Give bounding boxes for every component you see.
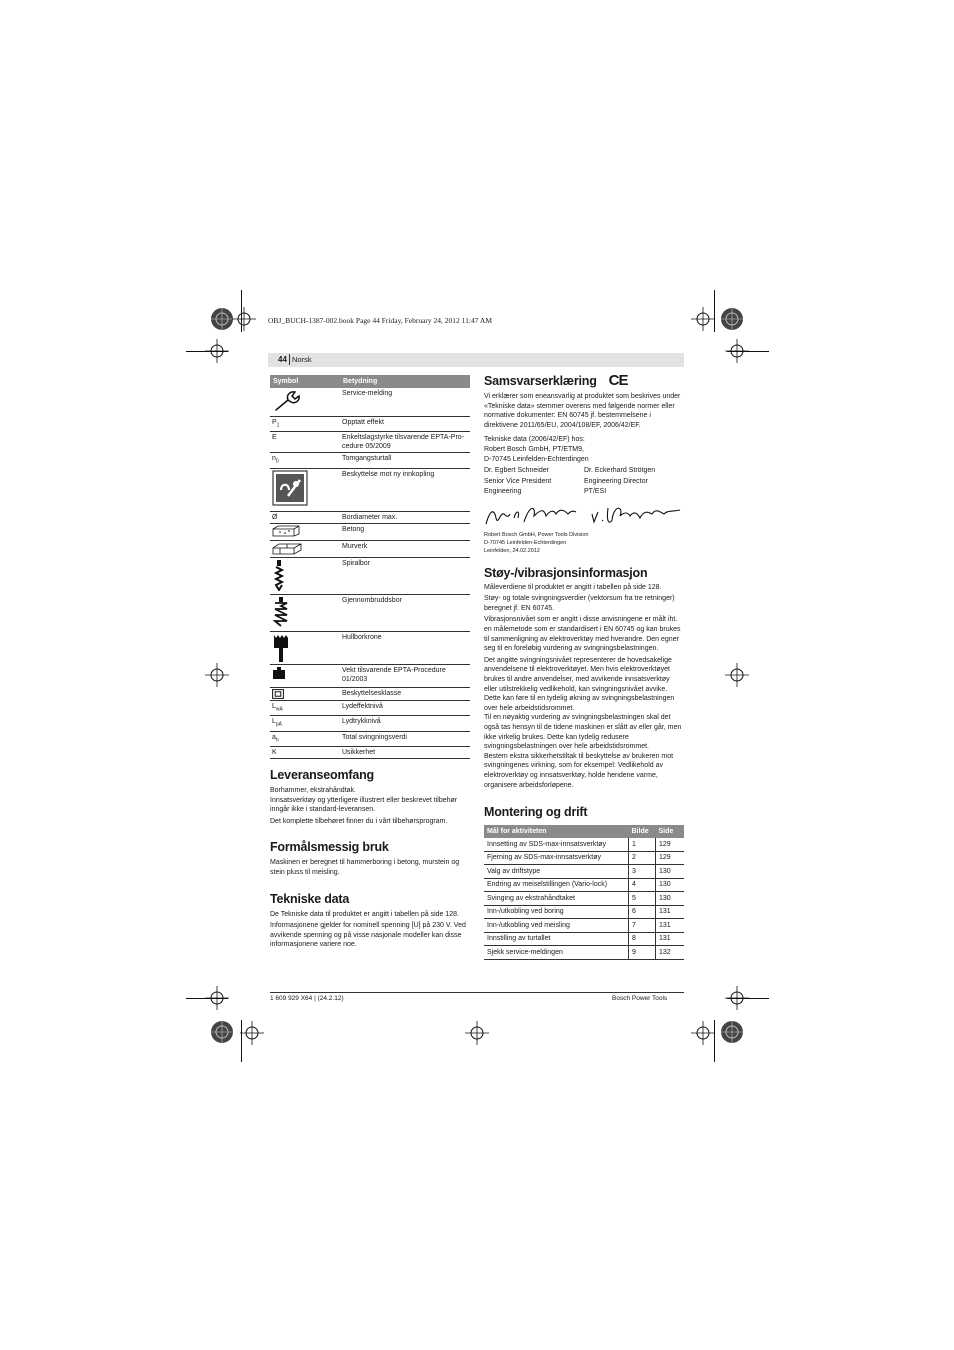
symbol-meaning: Beskyttelsesklasse [340, 687, 470, 700]
table-row [484, 932, 684, 946]
paragraph: Det angitte svingningsnivået representerer de hovedsakelige anvendelsene til elektroverktøyet. Men hvis elektroverktøyet brukes til andre anvendelser, med avvikende innsatsverktøy eller utilstrekkelig vedlikehold, kan svingningsnivået avvike. Dette kan føre til en tydelig økning av svingningsbelastningen over hele arbeidstidsrommet. [484, 656, 675, 712]
crosshair-mark [240, 1021, 264, 1045]
symbol-meaning: Bordiameter max. [340, 511, 470, 523]
activity: Innstilling av turtallet [484, 932, 629, 946]
table-row [270, 523, 470, 540]
footer-rule [270, 992, 684, 993]
table-row [484, 851, 684, 865]
crosshair-mark [725, 663, 749, 687]
table-row [270, 687, 470, 700]
symbol-code: $n_0$ [270, 453, 340, 468]
crop-line [727, 351, 769, 352]
activity-table [484, 825, 684, 960]
symbol-code: K [270, 746, 340, 758]
signatory-title: Senior Vice President [484, 477, 552, 485]
activity: Inn-/utkobling ved meisling [484, 919, 629, 933]
activity: Sjekk service-meldingen [484, 946, 629, 960]
masonry-icon [272, 542, 302, 555]
page-ref: 132 [656, 946, 685, 960]
core-cutter-icon [272, 633, 290, 663]
figure-number: 9 [629, 946, 656, 960]
paragraph: Støy- og totale svingningsverdier (vektorsum fra tre retninger) beregnet jf. EN 60745. [484, 595, 675, 612]
activity: Valg av driftstype [484, 865, 629, 879]
crop-line [241, 290, 242, 332]
table-row [484, 878, 684, 892]
symbol-code: $L_{wA}$ [270, 700, 340, 715]
paragraph: Robert Bosch GmbH, PT/ETM9, [484, 445, 584, 453]
symbol-meaning: Opptatt effekt [340, 417, 470, 432]
table-row [270, 557, 470, 594]
activity: Fjerning av SDS-max-innsatsverktøy [484, 851, 629, 865]
crosshair-mark [691, 1021, 715, 1045]
activity: Endring av meiselstillingen (Vario-lock) [484, 878, 629, 892]
table-row [270, 468, 470, 511]
paragraph: Borhammer, ekstrahåndtak. [270, 786, 356, 794]
crop-line [714, 1020, 715, 1062]
table-row [270, 731, 470, 746]
figure-number: 1 [629, 838, 656, 851]
figure-number: 5 [629, 892, 656, 906]
page-language: Norsk [292, 355, 312, 364]
crosshair-mark [205, 663, 229, 687]
crop-line [186, 998, 228, 999]
paragraph: Vi erklærer som eneansvarlig at produktet som beskrives under «Tekniske data» stemmer overens med følgende normer eller normative dokumenter: EN 60745 jf. bestemmelsene i direktivene 2011/65/EU, 2004/108/EF, 2006/42/EF. [484, 393, 681, 429]
table-row [484, 905, 684, 919]
footer-brand: Bosch Power Tools [612, 995, 668, 1002]
crop-line [186, 351, 228, 352]
paragraph: De Tekniske data til produktet er angitt i tabellen på side 128. [270, 910, 459, 918]
page-ref: 129 [656, 838, 685, 851]
handwritten-signatures [484, 500, 684, 530]
wrench-icon [272, 389, 306, 413]
col-activity: Mål for aktiviteten [484, 825, 629, 838]
symbol-meaning: Enkeltslagstyrke tilsvarende EPTA-Pro- cedure 05/2009 [340, 432, 470, 453]
samsvar-heading-row [484, 372, 684, 389]
crop-line [727, 998, 769, 999]
activity-table-header [484, 825, 684, 838]
header-separator [289, 354, 290, 365]
page-ref: 129 [656, 851, 685, 865]
figure-number: 2 [629, 851, 656, 865]
company-line: D-70745 Leinfelden-Echterdingen [484, 539, 567, 546]
table-row [484, 892, 684, 906]
subscript: 1 [276, 422, 280, 429]
table-row [270, 417, 470, 432]
paragraph: D-70745 Leinfelden-Echterdingen [484, 455, 589, 463]
table-row [270, 594, 470, 631]
subscript: pA [275, 721, 283, 728]
signatory-name: Dr. Egbert Schneider [484, 467, 549, 475]
symbol-meaning: Lydeffektnivå [340, 700, 470, 715]
page-number: 44 [278, 355, 287, 364]
registration-mark-bottom-left [208, 1018, 236, 1046]
col-figure: Bilde [629, 825, 656, 838]
paragraph: Bestem ekstra sikkerhetstiltak til beskyttelse av brukeren mot svingningenes virkning, som for eksempel: Vedlikehold av elektroverktøy og innsatsverktøy, holde hendene varme, organisere arbeidsforløpene. [484, 752, 674, 789]
company-block [484, 531, 684, 555]
table-row [270, 746, 470, 758]
symbol-meaning: Tomgangsturtall [340, 453, 470, 468]
paragraph: Informasjonene gjelder for nominell spenning [U] på 230 V. Ved avvikende spenning og på visse nasjonale modeller kan disse informasjonene variere noe. [270, 922, 466, 949]
table-row [270, 716, 470, 731]
subscript: 0 [275, 458, 279, 465]
signatory-block [484, 466, 684, 498]
paragraph: Måleverdiene til produktet er angitt i tabellen på side 128. [484, 583, 662, 591]
restart-protection-icon [272, 470, 308, 506]
activity: Innsetting av SDS-max-innsatsverktøy [484, 838, 629, 851]
symbol-code: $L_{pA}$ [270, 716, 340, 731]
paragraph: Vibrasjonsnivået som er angitt i disse anvisningene er målt iht. en målemetode som er standardisert i EN 60745 og kan brukes til sammenligning av elektroverktøy med hverandre. Den egner seg til en foreløbig vurdering av svingningsbelastningen. [484, 616, 681, 653]
symbol-meaning: Usikkerhet [340, 746, 470, 758]
table-row [484, 919, 684, 933]
col-meaning: Betydning [340, 375, 470, 388]
symbol-table-header [270, 375, 470, 388]
crosshair-mark [691, 307, 715, 331]
paragraph: Maskinen er beregnet til hammerboring i betong, murstein og stein pluss til meisling. [270, 859, 460, 876]
company-line: Robert Bosch GmbH, Power Tools Division [484, 531, 589, 538]
signatory-2 [584, 466, 684, 498]
col-symbol: Symbol [270, 375, 340, 388]
paragraph: Det komplette tilbehøret finner du i vårt tilbehørsprogram. [270, 817, 448, 825]
concrete-icon [272, 525, 300, 537]
table-row [270, 540, 470, 557]
signatory-title: Engineering Director [584, 477, 648, 485]
symbol-meaning: Betong [340, 523, 470, 540]
ce-mark: CE [608, 372, 628, 389]
section-heading-formal: Formålsmessig bruk [270, 840, 389, 855]
paragraph: Tekniske data (2006/42/EF) hos: [484, 436, 585, 444]
subscript: wA [275, 706, 283, 713]
table-row [270, 388, 470, 417]
figure-number: 3 [629, 865, 656, 879]
table-row [270, 432, 470, 453]
symbol-code: E [270, 432, 340, 453]
symbol-meaning: Service-melding [340, 388, 470, 417]
crosshair-mark [232, 307, 256, 331]
crop-line [714, 290, 715, 332]
paragraph: Innsatsverktøy og ytterligere illustrert eller beskrevet tilbehør inngår ikke i standard-leveransen. [270, 796, 458, 814]
symbol-meaning: Vekt tilsvarende EPTA-Procedure 01/2003 [340, 664, 470, 687]
weight-icon [272, 666, 286, 680]
page-ref: 130 [656, 892, 685, 906]
footer-doc-number: 1 609 929 X64 | (24.2.12) [270, 995, 344, 1002]
symbol-meaning: Hullborkrone [340, 631, 470, 664]
registration-mark-bottom-right [718, 1018, 746, 1046]
symbol-code: $a_h$ [270, 731, 340, 746]
table-row [484, 946, 684, 960]
left-column [270, 375, 470, 950]
crop-line [241, 1020, 242, 1062]
page-ref: 131 [656, 919, 685, 933]
page-ref: 131 [656, 932, 685, 946]
page-ref: 130 [656, 865, 685, 879]
signatory-dept: Engineering [484, 488, 522, 496]
symbol-table [270, 375, 470, 759]
table-row [270, 700, 470, 715]
breakthrough-drill-icon [272, 596, 290, 628]
crosshair-mark [465, 1021, 489, 1045]
page-ref: 130 [656, 878, 685, 892]
symbol-meaning: Spiralbor [340, 557, 470, 594]
figure-number: 4 [629, 878, 656, 892]
table-row [270, 511, 470, 523]
table-row [484, 865, 684, 879]
symbol-meaning: Gjennombruddsbor [340, 594, 470, 631]
activity: Svinging av ekstrahåndtaket [484, 892, 629, 906]
file-mark: OBJ_BUCH-1387-002.book Page 44 Friday, February 24, 2012 11:47 AM [268, 316, 493, 325]
section-heading-tekniske: Tekniske data [270, 891, 350, 906]
company-line: Leinfelden, 24.02.2012 [484, 547, 540, 554]
protection-class-icon [272, 689, 284, 699]
symbol-meaning: Beskyttelse mot ny innkopling [340, 468, 470, 511]
signatory-1 [484, 466, 584, 498]
signatory-name: Dr. Eckerhard Strötgen [584, 467, 656, 475]
registration-mark-top-right [718, 305, 746, 333]
section-heading-stoy: Støy-/vibrasjonsinformasjon [484, 565, 648, 580]
signatory-dept: PT/ESI [584, 488, 607, 496]
table-row [270, 453, 470, 468]
activity: Inn-/utkobling ved boring [484, 905, 629, 919]
symbol-code: $P_1$ [270, 417, 340, 432]
figure-number: 6 [629, 905, 656, 919]
symbol-meaning: Lydtrykknivå [340, 716, 470, 731]
right-column [484, 372, 684, 960]
col-page: Side [656, 825, 685, 838]
section-heading-leveranse: Leveranseomfang [270, 767, 374, 782]
table-row [270, 631, 470, 664]
table-row [484, 838, 684, 851]
symbol-meaning: Total svingningsverdi [340, 731, 470, 746]
page-header [268, 353, 684, 367]
symbol-code: Ø [270, 511, 340, 523]
section-heading-samsvar: Samsvarserklæring [484, 373, 597, 388]
twist-drill-icon [272, 559, 286, 591]
paragraph: Til en nøyaktig vurdering av svingningsbelastningen skal det også tas hensyn til de tidene maskinen er slått av eller går, men ikke virkelig brukes. Dette kan tydelig redusere svingningsbelastningen over hele arbeidstidsrommet. [484, 714, 682, 751]
table-row [270, 664, 470, 687]
page-ref: 131 [656, 905, 685, 919]
section-heading-montering: Montering og drift [484, 805, 588, 820]
symbol-meaning: Murverk [340, 540, 470, 557]
subscript: h [275, 736, 279, 743]
figure-number: 7 [629, 919, 656, 933]
figure-number: 8 [629, 932, 656, 946]
